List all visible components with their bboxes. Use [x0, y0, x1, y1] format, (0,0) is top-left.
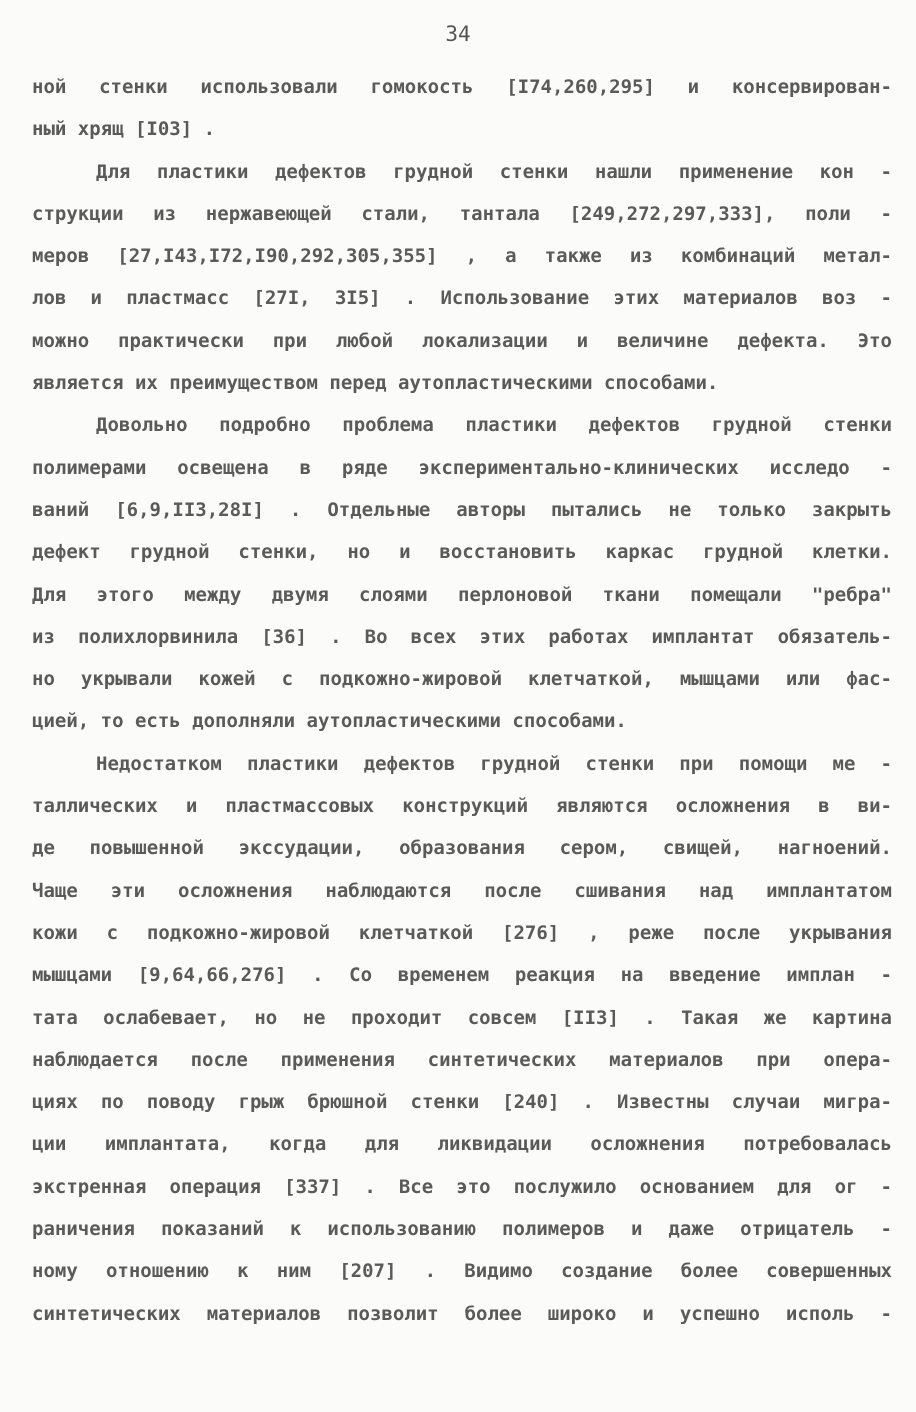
text-line: мышцами [9,64,66,276] . Со временем реакция на введение имплан -: [32, 964, 892, 987]
body-text: [32, 66, 892, 1335]
text-line: цией, то есть дополняли аутопластическими способами.: [32, 710, 627, 733]
text-line: дефект грудной стенки, но и восстановить каркас грудной клетки.: [32, 541, 892, 564]
text-line: Для пластики дефектов грудной стенки нашли применение кон -: [96, 160, 892, 183]
text-line: ной стенки использовали гомокость [I74,260,295] и консервирован-: [32, 76, 892, 98]
text-line: Для этого между двумя слоями перлоновой ткани помещали "ребра": [32, 583, 892, 606]
text-line: но укрывали кожей с подкожно-жировой клетчаткой, мышцами или фас-: [32, 668, 892, 691]
text-line: из полихлорвинила [36] . Во всех этих работах имплантат обязатель-: [32, 625, 892, 648]
text-line: раничения показаний к использованию полимеров и даже отрицатель -: [32, 1218, 892, 1241]
text-line: ции имплантата, когда для ликвидации осложнения потребовалась: [32, 1133, 892, 1156]
text-line: наблюдается после применения синтетических материалов при опера-: [32, 1048, 892, 1071]
text-line: струкции из нержавеющей стали, тантала [249,272,297,333], поли -: [32, 202, 892, 225]
text-line: Чаще эти осложнения наблюдаются после сшивания над имплантатом: [32, 879, 892, 902]
text-line: полимерами освещена в ряде экспериментально-клинических исследо -: [32, 456, 892, 479]
text-line: таллических и пластмассовых конструкций являются осложнения в ви-: [32, 795, 892, 818]
text-line: лов и пластмасс [27I, 3I5] . Использование этих материалов воз -: [32, 287, 892, 310]
page-number: 34: [445, 22, 471, 46]
text-line: циях по поводу грыж брюшной стенки [240] . Известны случаи мигра-: [32, 1091, 892, 1114]
text-line: Довольно подробно проблема пластики дефектов грудной стенки: [96, 414, 892, 437]
text-line: меров [27,I43,I72,I90,292,305,355] , а также из комбинаций метал-: [32, 245, 892, 268]
text-line: экстренная операция [337] . Все это послужило основанием для ог -: [32, 1175, 892, 1198]
text-line: можно практически при любой локализации и величине дефекта. Это: [32, 329, 892, 352]
text-line: Недостатком пластики дефектов грудной стенки при помощи ме -: [96, 752, 892, 775]
text-line: ный хрящ [I03] .: [32, 118, 216, 141]
text-line: ваний [6,9,II3,28I] . Отдельные авторы пытались не только закрыть: [32, 498, 892, 521]
text-line: тата ослабевает, но не проходит совсем [II3] . Такая же картина: [32, 1006, 892, 1029]
text-line: де повышенной экссудации, образования сером, свищей, нагноений.: [32, 837, 892, 860]
text-line: ному отношению к ним [207] . Видимо создание более совершенных: [32, 1260, 892, 1283]
text-line: является их преимуществом перед аутопластическими способами.: [32, 372, 719, 395]
text-line: синтетических материалов позволит более широко и успешно исполь -: [32, 1302, 892, 1325]
text-line: кожи с подкожно-жировой клетчаткой [276] , реже после укрывания: [32, 921, 892, 944]
